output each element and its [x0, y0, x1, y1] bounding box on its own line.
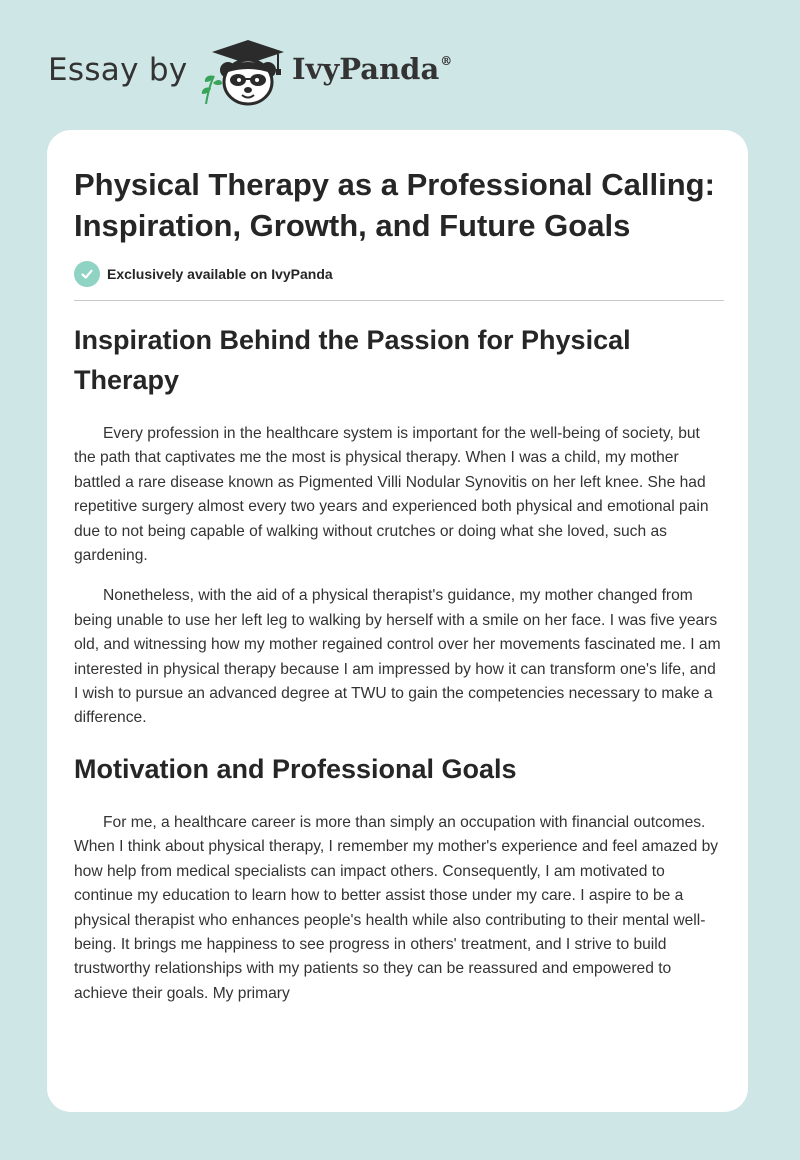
essay-title: Physical Therapy as a Professional Calling: Inspiration, Growth, and Future Goals	[74, 167, 715, 243]
panda-graduation-cap-icon[interactable]	[198, 36, 288, 108]
paragraph: Every profession in the healthcare system is important for the well-being of society, but the path that captivates me the most is physical therapy. When I was a child, my mother battled a rare disease known as Pigmented Villi Nodular Synovitis on her left knee. She had repetitive surgery almost every two years and experienced both physical and emotional pain due to not being capable of walking without crutches or doing what she loved, such as gardening.	[74, 425, 709, 565]
site-header	[48, 36, 508, 108]
essay-content	[74, 164, 724, 1006]
brand-name[interactable]: IvyPanda®	[292, 52, 453, 86]
essay-card	[47, 130, 748, 1112]
registered-mark: ®	[440, 54, 453, 68]
exclusive-badge	[74, 260, 724, 288]
paragraph: For me, a healthcare career is more than simply an occupation with financial outcomes. When I think about physical therapy, I remember my mother's experience and feel amazed by how help from medical specialists can impact others. Consequently, I am motivated to continue my education to learn how to better assist those under my care. I aspire to be a physical therapist who enhances people's health while also contributing to their mental well-being. It brings me happiness to see progress in others' treatment, and I strive to build trustworthy relationships with my patients so they can be reassured and empowered to achieve their goals. My primary	[74, 813, 719, 1002]
paragraph: Nonetheless, with the aid of a physical therapist's guidance, my mother changed from being unable to use her left leg to walking by herself with a smile on her face. I was five years old, and witnessing how my mother regained control over her movements fascinated me. I am interested in physical therapy because I am impressed by how it can transform one's life, and I wish to pursue an advanced degree at TWU to gain the competencies necessary to make a difference.	[74, 587, 721, 727]
section-heading: Inspiration Behind the Passion for Physical Therapy	[74, 325, 631, 395]
divider	[74, 300, 724, 301]
essay-by-label: Essay by	[48, 52, 188, 88]
exclusive-badge-label: Exclusively available on IvyPanda	[107, 266, 333, 282]
check-circle-icon	[74, 261, 100, 287]
section-heading: Motivation and Professional Goals	[74, 753, 517, 784]
